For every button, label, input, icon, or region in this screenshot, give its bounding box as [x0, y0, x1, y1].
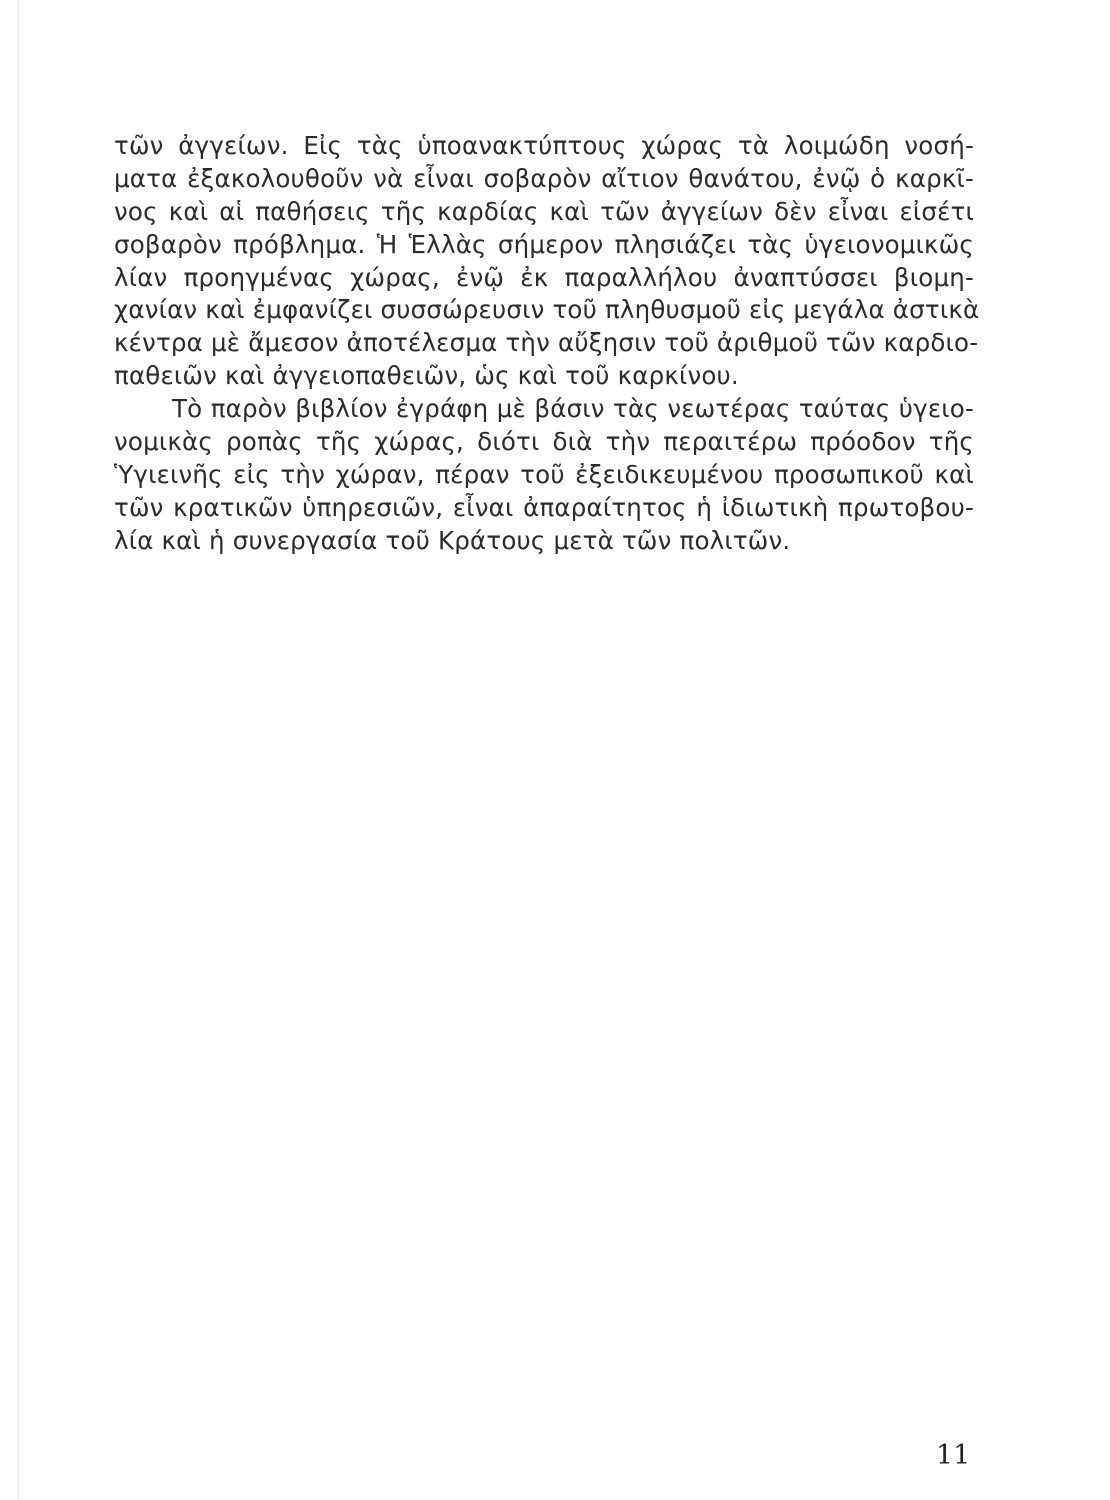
body-text	[114, 130, 980, 558]
text-line: λία καὶ ἡ συνεργασία τοῦ Κράτους μετὰ τῶν πολιτῶν.	[114, 525, 791, 555]
text-line: Τὸ παρὸν βιβλίον ἐγράφη μὲ βάσιν τὰς νεωτέρας ταύτας ὑγειο-	[172, 394, 974, 424]
text-line: τῶν ἀγγείων. Εἰς τὰς ὑποανακτύπτους χώρας τὰ λοιμώδη νοσή-	[114, 131, 974, 160]
text-line: σοβαρὸν πρόβλημα. Ἡ Ἑλλὰς σήμερον πλησιάζει τὰς ὑγειονομικῶς	[114, 229, 974, 259]
text-line: Ὑγιεινῆς εἰς τὴν χώραν, πέραν τοῦ ἐξειδικευμένου προσωπικοῦ καὶ	[114, 459, 974, 489]
text-line: ματα ἐξακολουθοῦν νὰ εἶναι σοβαρὸν αἴτιον θανάτου, ἐνῷ ὁ καρκῖ-	[114, 163, 974, 193]
page-edge-shadow	[18, 0, 19, 1500]
text-line: λίαν προηγμένας χώρας, ἐνῷ ἐκ παραλλήλου ἀναπτύσσει βιομη-	[114, 262, 974, 292]
text-line: κέντρα μὲ ἄμεσον ἀποτέλεσμα τὴν αὔξησιν τοῦ ἀριθμοῦ τῶν καρδιο-	[114, 328, 979, 358]
text-line: παθειῶν καὶ ἀγγειοπαθειῶν, ὡς καὶ τοῦ καρκίνου.	[114, 361, 739, 391]
paragraph-1	[114, 130, 980, 393]
text-line: χανίαν καὶ ἐμφανίζει συσσώρευσιν τοῦ πληθυσμοῦ εἰς μεγάλα ἀστικὰ	[114, 295, 980, 325]
text-line: νομικὰς ροπὰς τῆς χώρας, διότι διὰ τὴν περαιτέρω πρόοδον τῆς	[114, 427, 974, 457]
text-line: νος καὶ αἱ παθήσεις τῆς καρδίας καὶ τῶν ἀγγείων δὲν εἶναι εἰσέτι	[114, 196, 974, 226]
page-number: 11	[936, 1440, 971, 1471]
text-line: τῶν κρατικῶν ὑπηρεσιῶν, εἶναι ἀπαραίτητος ἡ ἰδιωτικὴ πρωτοβου-	[114, 492, 974, 522]
paragraph-2	[114, 393, 974, 557]
